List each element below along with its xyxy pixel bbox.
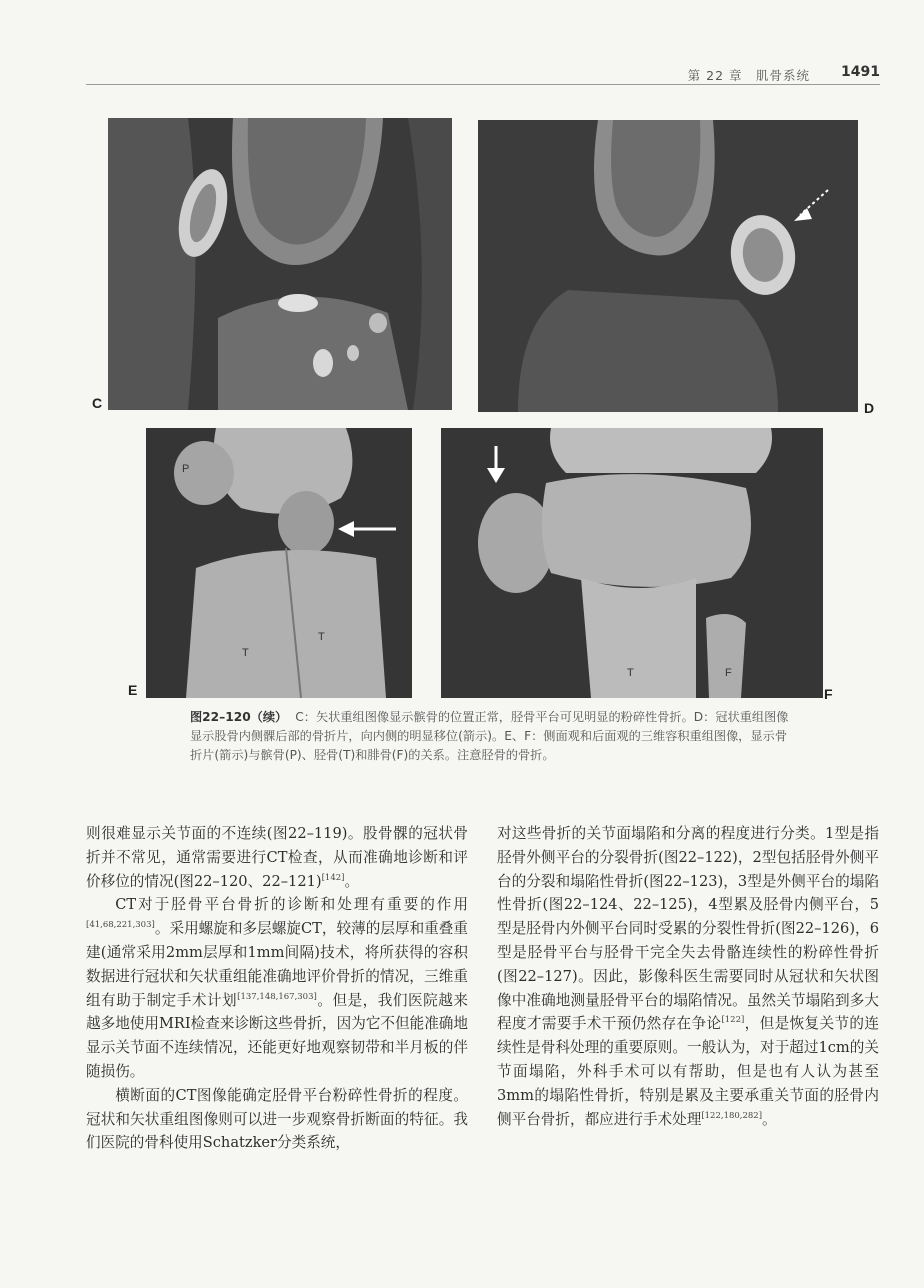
chapter-title: 第 22 章 肌骨系统 xyxy=(687,68,810,83)
citation-ref: [142] xyxy=(321,872,345,883)
label-t-1: T xyxy=(242,647,249,659)
panel-letter-c: C xyxy=(92,395,103,411)
paragraph-text: 对这些骨折的关节面塌陷和分离的程度进行分类。1型是指胫骨外侧平台的分裂骨折(图22–122)，2型包括胫骨外侧平台的分裂和塌陷性骨折(图22–123)，3型是外侧平台的塌陷性骨折(图22–124、22–125)，4型累及胫骨内侧平台，5型是胫骨内外侧平台同时受累的分裂性骨折(图22–126)，6型是胫骨平台与胫骨干完全失去骨骼连续性的粉碎性骨折(图22–127)。因此，影像科医生需要同时从冠状和矢状图像中准确地测量胫骨平台的塌陷情况。虽然关节塌陷到多大程度才需要手术干预仍然存在争论 xyxy=(497,825,879,1033)
panel-letter-e: E xyxy=(128,682,138,698)
figure-panel-e-3d-lateral xyxy=(146,428,412,698)
paragraph-text: 横断面的CT图像能确定胫骨平台粉碎性骨折的程度。冠状和矢状重组图像则可以进一步观察骨折断面的特征。我们医院的骨科使用Schatzker分类系统， xyxy=(86,1086,468,1152)
figure-panel-f-3d-posterior xyxy=(441,428,823,698)
label-f: F xyxy=(725,667,732,679)
figure-caption-text: C：矢状重组图像显示髌骨的位置正常，胫骨平台可见明显的粉碎性骨折。D：冠状重组图像显示股骨内侧髁后部的骨折片，向内侧的明显移位(箭示)。E、F：侧面观和后面观的三维容积重组图像，显示骨折片(箭示)与髌骨(P)、胫骨(T)和腓骨(F)的关系。注意胫骨的骨折。 xyxy=(190,710,789,762)
figure-panel-d-coronal-ct xyxy=(478,120,858,412)
panel-letter-f: F xyxy=(824,686,833,702)
label-t: T xyxy=(627,667,634,679)
paragraph xyxy=(86,822,468,893)
body-column-right xyxy=(497,822,879,1131)
panel-letter-d: D xyxy=(864,400,875,416)
paragraph-text: 。 xyxy=(762,1110,777,1128)
citation-ref: [122] xyxy=(721,1015,745,1026)
paragraph-text: 。但是，我们医院越来越多地使用MRI检查来诊断这些骨折，因为它不但能准确地显示关节面不连续情况，还能更好地观察韧带和半月板的伴随损伤。 xyxy=(86,991,468,1080)
figure-caption-title: 图22–120（续） xyxy=(190,710,288,724)
paragraph xyxy=(497,822,879,1131)
citation-ref: [41,68,221,303] xyxy=(86,920,155,931)
label-p: P xyxy=(182,463,190,475)
figure-panel-c-sagittal-ct xyxy=(108,118,452,410)
paragraph-text: 。 xyxy=(344,872,360,890)
paragraph-text: 则很难显示关节面的不连续(图22–119)。股骨髁的冠状骨折并不常见，通常需要进行CT检查，从而准确地诊断和评价移位的情况(图22–120、22–121) xyxy=(86,825,468,890)
running-header xyxy=(86,62,880,85)
paragraph-text: ，但是恢复关节的连续性是骨科处理的重要原则。一般认为，对于超过1cm的关节面塌陷，外科手术可以有帮助，但是也有人认为甚至3mm的塌陷性骨折，特别是累及主要承重关节面的胫骨内侧平台骨折，都应进行手术处理 xyxy=(497,1015,879,1128)
page-number: 1491 xyxy=(841,64,880,80)
paragraph xyxy=(86,893,468,1083)
paragraph-text: 。采用螺旋和多层螺旋CT，较薄的层厚和重叠重建(通常采用2mm层厚和1mm间隔)技术，将所获得的容积数据进行冠状和矢状重组能准确地评价骨折的情况，三维重组有助于制定手术计划 xyxy=(86,920,468,1009)
label-t-2: T xyxy=(318,631,325,643)
paragraph xyxy=(86,1084,468,1155)
paragraph-text: CT对于胫骨平台骨折的诊断和处理有重要的作用 xyxy=(115,896,468,914)
citation-ref: [137,148,167,303] xyxy=(237,991,317,1002)
citation-ref: [122,180,282] xyxy=(701,1110,763,1121)
body-column-left xyxy=(86,822,468,1155)
figure-caption xyxy=(190,708,790,765)
